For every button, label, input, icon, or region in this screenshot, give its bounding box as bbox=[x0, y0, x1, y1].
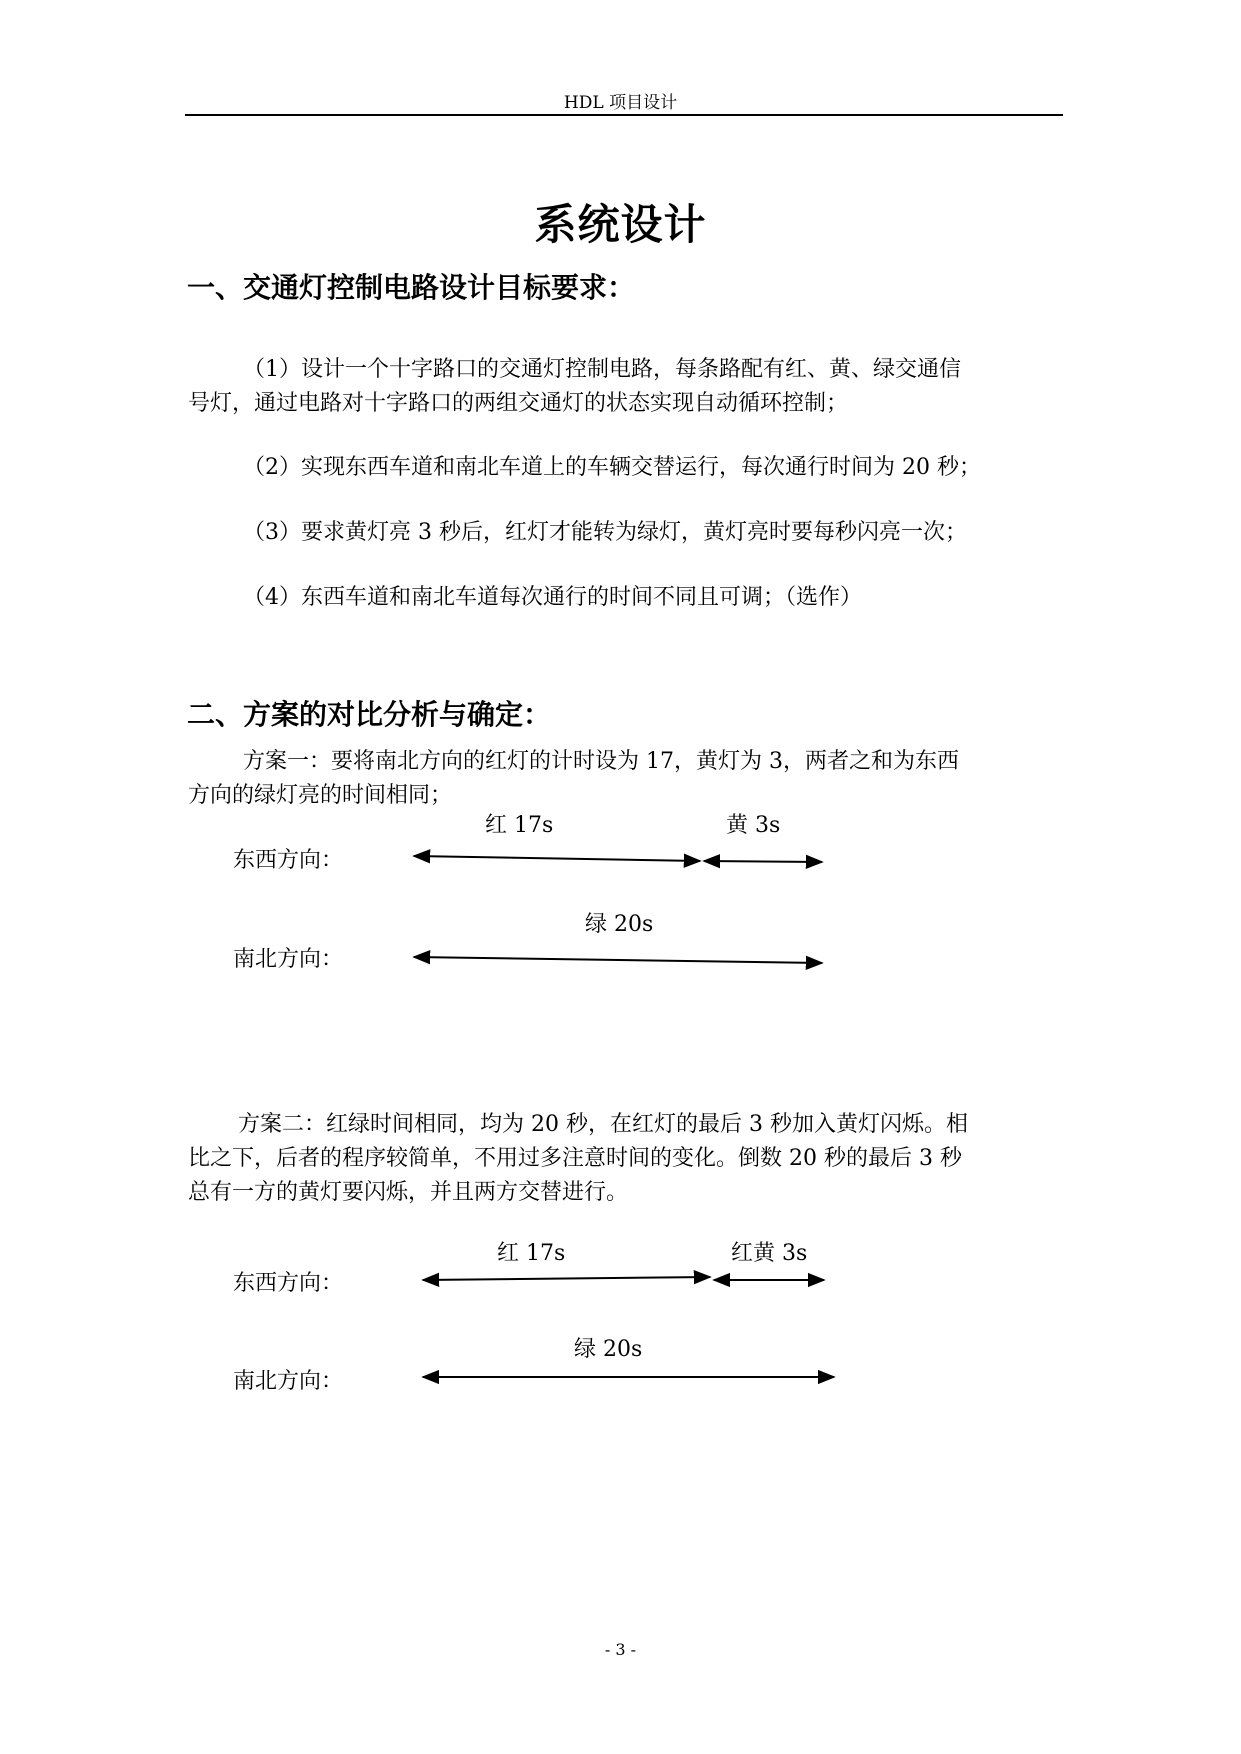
plan1-line2: 方向的绿灯亮的时间相同； bbox=[188, 783, 453, 808]
plan2-ew-label: 东西方向： bbox=[233, 1271, 344, 1296]
item4: （4）东西车道和南北车道每次通行的时间不同且可调；（选作） bbox=[243, 585, 862, 610]
plan1-ns-green-arrow bbox=[414, 957, 822, 963]
plan2-ew-red-arrow bbox=[423, 1277, 710, 1280]
item1-line1: （1）设计一个十字路口的交通灯控制电路，每条路配有红、黄、绿交通信 bbox=[243, 357, 961, 382]
section2-heading: 二、方案的对比分析与确定： bbox=[187, 698, 552, 731]
plan1-red-label: 红 17s bbox=[485, 813, 554, 838]
plan2-line3: 总有一方的黄灯要闪烁，并且两方交替进行。 bbox=[188, 1180, 629, 1205]
plan2-line1: 方案二：红绿时间相同，均为 20 秒，在红灯的最后 3 秒加入黄灯闪烁。相 bbox=[238, 1112, 968, 1137]
plan1-yellow-label: 黄 3s bbox=[726, 813, 781, 838]
plan2-yellow-label: 红黄 3s bbox=[731, 1241, 808, 1266]
plan1-line1: 方案一：要将南北方向的红灯的计时设为 17，黄灯为 3，两者之和为东西 bbox=[243, 749, 959, 774]
item3: （3）要求黄灯亮 3 秒后，红灯才能转为绿灯，黄灯亮时要每秒闪亮一次； bbox=[243, 520, 967, 545]
section1-heading: 一、交通灯控制电路设计目标要求： bbox=[187, 271, 636, 304]
plan1-green-label: 绿 20s bbox=[585, 912, 654, 937]
plan2-ns-label: 南北方向： bbox=[233, 1369, 344, 1394]
item2: （2）实现东西车道和南北车道上的车辆交替运行，每次通行时间为 20 秒； bbox=[243, 455, 981, 480]
page-header: HDL 项目设计 bbox=[563, 93, 678, 113]
page-number: - 3 - bbox=[604, 1640, 637, 1659]
plan1-ew-red-arrow bbox=[414, 856, 700, 861]
item1-line2: 号灯，通过电路对十字路口的两组交通灯的状态实现自动循环控制； bbox=[188, 391, 849, 416]
plan1-ew-label: 东西方向： bbox=[233, 848, 344, 873]
page-title: 系统设计 bbox=[534, 200, 707, 249]
plan1-ns-label: 南北方向： bbox=[233, 947, 344, 972]
plan2-line2: 比之下，后者的程序较简单，不用过多注意时间的变化。倒数 20 秒的最后 3 秒 bbox=[188, 1146, 962, 1171]
plan2-green-label: 绿 20s bbox=[574, 1337, 643, 1362]
plan2-red-label: 红 17s bbox=[497, 1241, 566, 1266]
plan1-ew-yellow-arrow bbox=[704, 861, 822, 862]
